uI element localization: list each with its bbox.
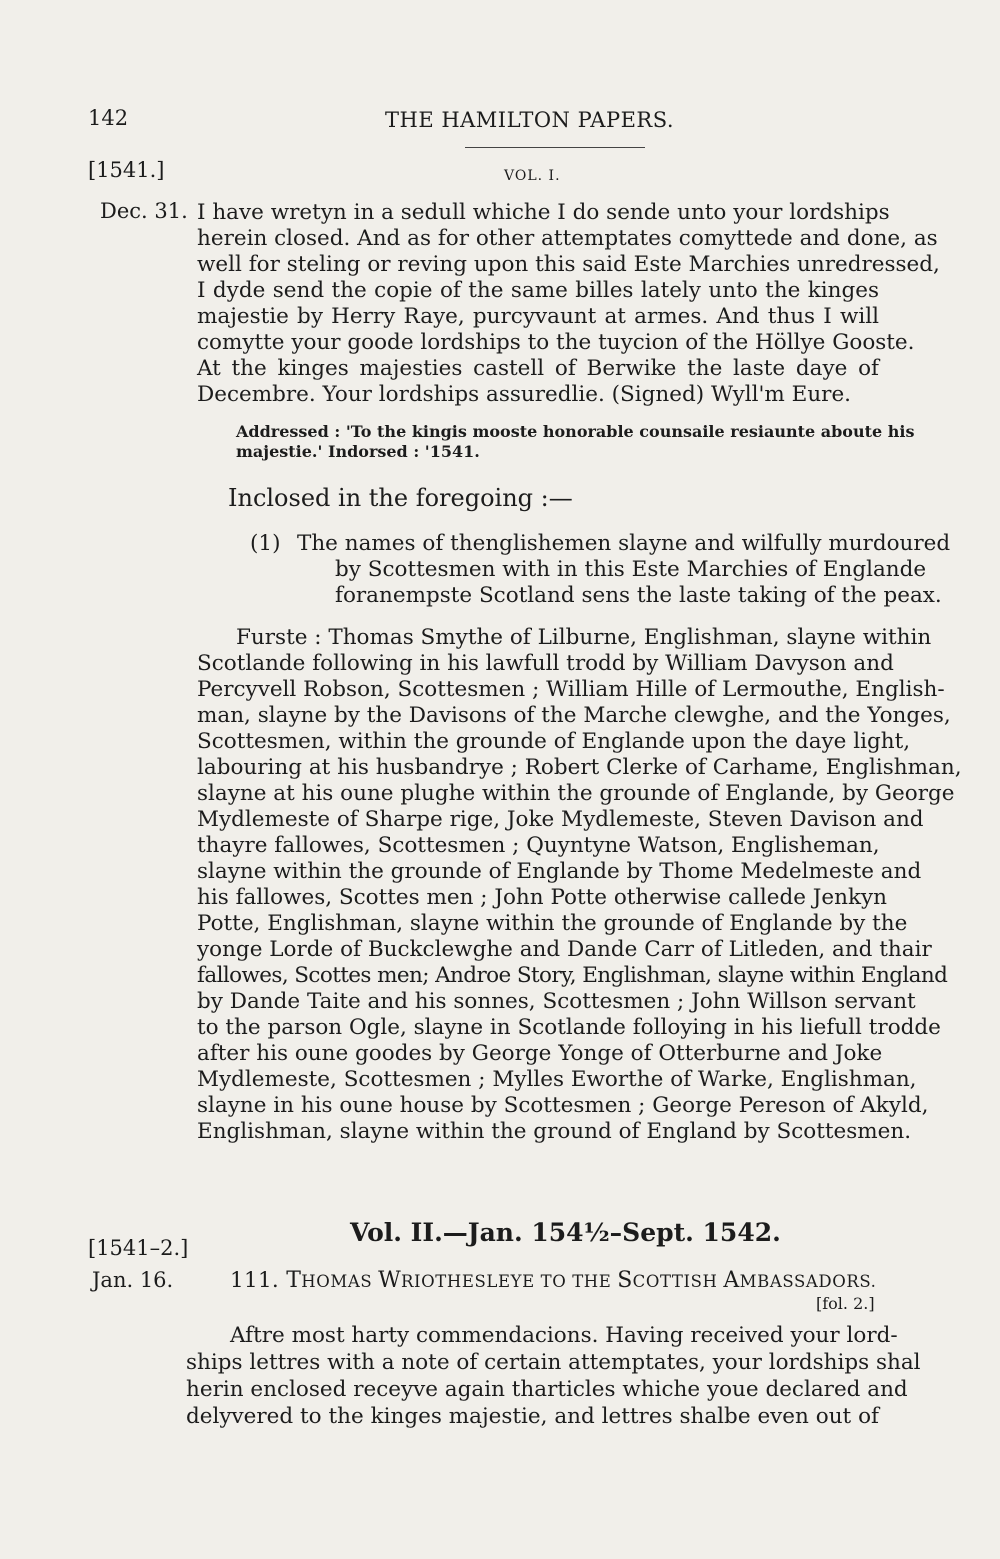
text-line: At the kinges majesties castell of Berwike the laste daye of (197, 356, 879, 381)
entry-date: Dec. 31. (100, 199, 188, 223)
text-line: thayre fallowes, Scottesmen ; Quyntyne Watson, Englisheman, (197, 833, 880, 858)
text-line: yonge Lorde of Buckclewghe and Dande Carr of Litleden, and thair (197, 937, 932, 962)
title-smallcaps: COTTISH (632, 1272, 724, 1291)
title-initial: S (617, 1268, 633, 1293)
text-line: I dyde send the copie of the same billes lately unto the kinges (197, 278, 879, 303)
text-line: man, slayne by the Davisons of the Marche clewghe, and the Yonges, (197, 703, 951, 728)
text-line: Scotlande following in his lawfull trodd by William Davyson and (197, 651, 894, 676)
text-line: foranempste Scotland sens the laste taking of the peax. (335, 583, 942, 608)
text-line: delyvered to the kinges majestie, and lettres shalbe even out of (186, 1404, 879, 1429)
text-line: Englishman, slayne within the ground of England by Scottesmen. (197, 1119, 912, 1144)
text-line: Percyvell Robson, Scottesmen ; William Hille of Lermouthe, English- (197, 677, 945, 702)
text-line: Mydlemeste of Sharpe rige, Joke Mydlemeste, Steven Davison and (197, 807, 924, 832)
text-line: well for steling or reving upon this said Este Marchies unredressed, (197, 252, 940, 277)
text-line: comytte your goode lordships to the tuycion of the Höllye Gooste. (197, 330, 915, 355)
text-line: Scottesmen, within the grounde of Englande upon the daye light, (197, 729, 911, 754)
folio-reference: [fol. 2.] (816, 1294, 875, 1313)
text-line: Potte, Englishman, slayne within the grounde of Englande by the (197, 911, 908, 936)
text-line: herin enclosed receyve again tharticles whiche youe declared and (186, 1377, 908, 1402)
text-line: Furste : Thomas Smythe of Lilburne, Englishman, slayne within (236, 625, 932, 650)
text-line: slayne at his oune plughe within the grounde of Englande, by George (197, 781, 955, 806)
title-words (286, 1268, 876, 1293)
volume-heading: Vol. II.—Jan. 154½–Sept. 1542. (350, 1218, 781, 1247)
note-line: majestie.' Indorsed : '1541. (236, 442, 480, 461)
page-number: 142 (88, 106, 129, 130)
text-line: by Dande Taite and his sonnes, Scottesmen ; John Willson servant (197, 989, 916, 1014)
text-line: Aftre most harty commendacions. Having received your lord- (230, 1323, 898, 1348)
note-line: Addressed : 'To the kingis mooste honorable counsaile resiaunte aboute his (236, 422, 915, 441)
text-line: slayne within the grounde of Englande by Thome Medelmeste and (197, 859, 922, 884)
margin-year: [1541.] (88, 158, 165, 182)
text-line: Decembre. Your lordships assuredlie. (Signed) Wyll'm Eure. (197, 382, 852, 407)
running-title: THE HAMILTON PAPERS. (385, 108, 675, 132)
letter-title (230, 1268, 877, 1293)
section-heading: Inclosed in the foregoing :— (228, 484, 573, 512)
title-initial: T (286, 1268, 302, 1293)
text-line: to the parson Ogle, slayne in Scotlande folloying in his liefull trodde (197, 1015, 941, 1040)
text-line: his fallowes, Scottes men ; John Potte otherwise callede Jenkyn (197, 885, 887, 910)
text-line: fallowes, Scottes men; Androe Story, Englishman, slayne within England (197, 963, 948, 988)
title-initial: W (378, 1268, 402, 1293)
volume-label: VOL. I. (504, 168, 561, 184)
text-line: after his oune goodes by George Yonge of Otterburne and Joke (197, 1041, 883, 1066)
title-initial: A (723, 1268, 740, 1293)
text-line: herein closed. And as for other attemptates comyttede and done, as (197, 226, 938, 251)
title-smallcaps: RIOTHESLEYE TO THE (401, 1272, 618, 1291)
text-line: labouring at his husbandrye ; Robert Clerke of Carhame, Englishman, (197, 755, 962, 780)
text-line: ships lettres with a note of certain attemptates, your lordships shal (186, 1350, 921, 1375)
margin-year: [1541–2.] (88, 1236, 189, 1260)
letter-number: 111. (230, 1268, 280, 1293)
text-line: slayne in his oune house by Scottesmen ; George Pereson of Akyld, (197, 1093, 929, 1118)
title-smallcaps: HOMAS (301, 1272, 379, 1291)
entry-date: Jan. 16. (92, 1268, 174, 1292)
list-number: (1) (250, 531, 281, 556)
text-line: majestie by Herry Raye, purcyvaunt at armes. And thus I will (197, 304, 879, 329)
text-line: Mydlemeste, Scottesmen ; Mylles Eworthe of Warke, Englishman, (197, 1067, 917, 1092)
text-line: The names of thenglishemen slayne and wilfully murdoured (297, 531, 951, 556)
title-rule (465, 147, 645, 148)
text-line: by Scottesmen with in this Este Marchies of Englande (335, 557, 927, 582)
text-line: I have wretyn in a sedull whiche I do sende unto your lordships (197, 200, 890, 225)
title-smallcaps: MBASSADORS. (739, 1272, 877, 1291)
